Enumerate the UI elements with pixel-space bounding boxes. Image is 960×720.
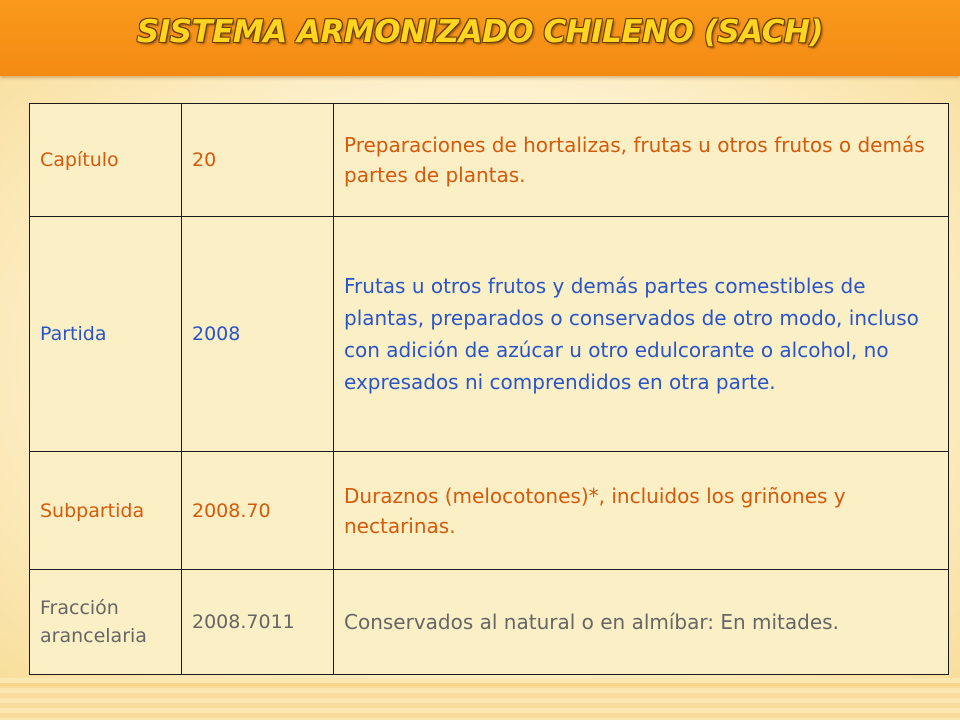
code-cell: 2008 — [182, 217, 334, 452]
table-row-capitulo — [30, 104, 949, 217]
table-row-partida — [30, 217, 949, 452]
table-row-subpartida — [30, 452, 949, 570]
classification-table — [29, 103, 949, 675]
level-cell: Capítulo — [30, 104, 182, 217]
description-cell: Frutas u otros frutos y demás partes comestibles de plantas, preparados o conservados de otro modo, incluso con adición de azúcar u otro edulcorante o alcohol, no expresados ni comprendidos en otra parte. — [334, 217, 949, 452]
footer-divider — [0, 683, 960, 686]
level-cell: Partida — [30, 217, 182, 452]
level-cell: Fracción arancelaria — [30, 570, 182, 675]
description-cell: Duraznos (melocotones)*, incluidos los griñones y nectarinas. — [334, 452, 949, 570]
table-row-fraccion — [30, 570, 949, 675]
title-bar — [0, 0, 960, 76]
code-cell: 2008.7011 — [182, 570, 334, 675]
level-cell: Subpartida — [30, 452, 182, 570]
code-cell: 20 — [182, 104, 334, 217]
slide-title: SISTEMA ARMONIZADO CHILENO (SACH) — [136, 14, 824, 50]
description-cell: Conservados al natural o en almíbar: En mitades. — [334, 570, 949, 675]
description-cell: Preparaciones de hortalizas, frutas u otros frutos o demás partes de plantas. — [334, 104, 949, 217]
code-cell: 2008.70 — [182, 452, 334, 570]
